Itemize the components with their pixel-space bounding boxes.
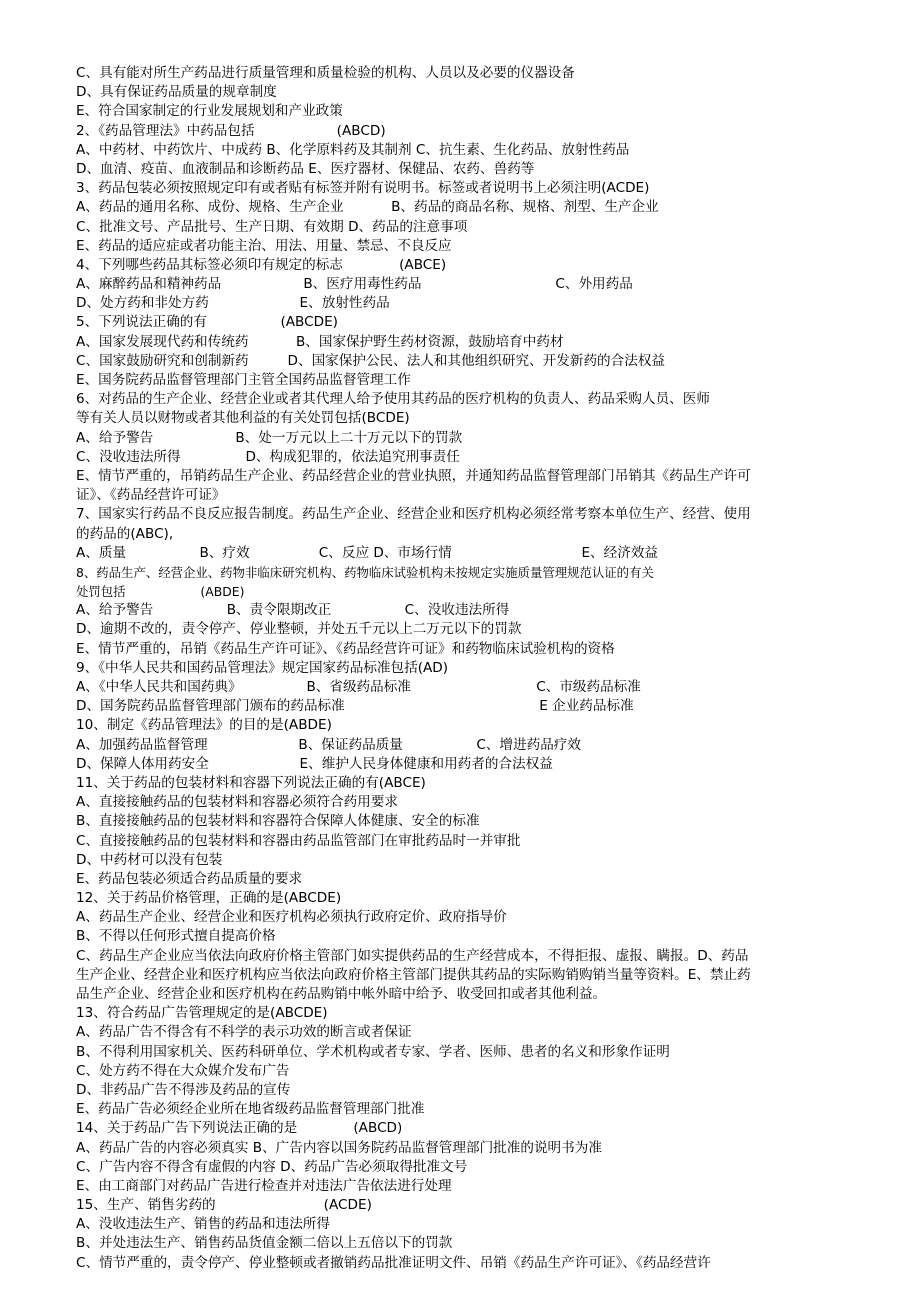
text-line: E、情节严重的，吊销药品生产企业、药品经营企业的营业执照，并通知药品监督管理部门吊销其《药品生产许可 xyxy=(76,467,751,484)
text-line: 7、国家实行药品不良反应报告制度。药品生产企业、经营企业和医疗机构必须经常考察本单位生产、经营、使用 xyxy=(76,506,751,523)
text-line: 6、对药品的生产企业、经营企业或者其代理人给予使用其药品的医疗机构的负责人、药品采购人员、医师 xyxy=(76,391,710,408)
text-line: A、药品的通用名称、成份、规格、生产企业 B、药品的商品名称、规格、剂型、生产企业 xyxy=(76,199,659,216)
text-line: D、中药材可以没有包装 xyxy=(76,851,223,868)
text-line: C、药品生产企业应当依法向政府价格主管部门如实提供药品的生产经营成本，不得拒报、虚报、瞒报。D、药品 xyxy=(76,947,749,964)
text-line: 9、《中华人民共和国药品管理法》规定国家药品标准包括(AD) xyxy=(76,659,449,676)
text-line: A、《中华人民共和国药典》 B、省级药品标准 C、市级药品标准 xyxy=(76,679,641,695)
text-line: 证》、《药品经营许可证》 xyxy=(76,487,226,504)
text-line: C、批准文号、产品批号、生产日期、有效期 D、药品的注意事项 xyxy=(76,218,468,235)
text-line: 生产企业、经营企业和医疗机构应当依法向政府价格主管部门提供其药品的实际购销购销当量等资料。E、禁止药 xyxy=(76,966,751,983)
text-line: 15、生产、销售劣药的 (ACDE) xyxy=(76,1197,372,1214)
text-line: E、情节严重的，吊销《药品生产许可证》、《药品经营许可证》和药物临床试验机构的资格 xyxy=(76,640,615,657)
text-line: C、没收违法所得 D、构成犯罪的，依法追究刑事责任 xyxy=(76,448,460,465)
text-line: 处罚包括 (ABDE) xyxy=(76,584,245,600)
text-line: 的药品的(ABC), xyxy=(76,525,174,542)
text-line: B、不得利用国家机关、医药科研单位、学术机构或者专家、学者、医师、患者的名义和形象作证明 xyxy=(76,1043,670,1060)
text-line: A、加强药品监督管理 B、保证药品质量 C、增进药品疗效 xyxy=(76,736,581,753)
text-line: E、药品广告必须经企业所在地省级药品监督管理部门批准 xyxy=(76,1101,425,1118)
text-line: E、药品包装必须适合药品质量的要求 xyxy=(76,870,303,887)
text-line: 12、关于药品价格管理，正确的是(ABCDE) xyxy=(76,890,342,907)
text-line: E、药品的适应症或者功能主治、用法、用量、禁忌、不良反应 xyxy=(76,237,452,254)
text-line: C、直接接触药品的包装材料和容器由药品监管部门在审批药品时一并审批 xyxy=(76,832,521,849)
text-line: 14、关于药品广告下列说法正确的是 (ABCD) xyxy=(76,1120,403,1137)
text-line: D、保障人体用药安全 E、维护人民身体健康和用药者的合法权益 xyxy=(76,755,553,772)
text-line: D、国务院药品监督管理部门颁布的药品标准 E 企业药品标准 xyxy=(76,698,634,715)
text-line: C、广告内容不得含有虚假的内容 D、药品广告必须取得批准文号 xyxy=(76,1158,468,1175)
text-line: A、药品广告不得含有不科学的表示功效的断言或者保证 xyxy=(76,1024,412,1041)
text-line: A、没收违法生产、销售的药品和违法所得 xyxy=(76,1216,330,1233)
text-line: D、处方药和非处方药 E、放射性药品 xyxy=(76,295,390,312)
text-line: A、麻醉药品和精神药品 B、医疗用毒性药品 C、外用药品 xyxy=(76,276,633,293)
text-line: 2、《药品管理法》中药品包括 (ABCD) xyxy=(76,122,386,139)
text-line: B、不得以任何形式擅自提高价格 xyxy=(76,928,276,945)
text-line: D、逾期不改的，责令停产、停业整顿，并处五千元以上二万元以下的罚款 xyxy=(76,621,522,638)
text-line: B、并处违法生产、销售药品货值金额二倍以上五倍以下的罚款 xyxy=(76,1235,453,1252)
text-line: A、药品广告的内容必须真实 B、广告内容以国务院药品监督管理部门批准的说明书为准 xyxy=(76,1139,602,1156)
text-line: B、直接接触药品的包装材料和容器符合保障人体健康、安全的标准 xyxy=(76,813,480,830)
text-line: A、中药材、中药饮片、中成药 B、化学原料药及其制剂 C、抗生素、生化药品、放射性药品 xyxy=(76,141,630,158)
text-line: D、血清、疫苗、血液制品和诊断药品 E、医疗器材、保健品、农药、兽药等 xyxy=(76,160,535,177)
text-line: D、非药品广告不得涉及药品的宣传 xyxy=(76,1081,291,1098)
text-line: A、给予警告 B、处一万元以上二十万元以下的罚款 xyxy=(76,429,463,446)
text-line: C、国家鼓励研究和创制新药 D、国家保护公民、法人和其他组织研究、开发新药的合法权益 xyxy=(76,352,666,369)
text-line: A、国家发展现代药和传统药 B、国家保护野生药材资源，鼓励培育中药材 xyxy=(76,333,564,350)
text-line: C、具有能对所生产药品进行质量管理和质量检验的机构、人员以及必要的仪器设备 xyxy=(76,65,575,81)
text-line: A、药品生产企业、经营企业和医疗机构必须执行政府定价、政府指导价 xyxy=(76,909,507,926)
text-line: E、国务院药品监督管理部门主管全国药品监督管理工作 xyxy=(76,372,411,388)
text-line: 3、药品包装必须按照规定印有或者贴有标签并附有说明书。标签或者说明书上必须注明(ACDE) xyxy=(76,180,650,197)
text-line: 10、制定《药品管理法》的目的是(ABDE) xyxy=(76,717,332,734)
text-line: C、处方药不得在大众媒介发布广告 xyxy=(76,1062,290,1079)
text-line: C、情节严重的，责令停产、停业整顿或者撤销药品批准证明文件、吊销《药品生产许可证》、《药品经营许 xyxy=(76,1254,711,1271)
text-line: 4、下列哪些药品其标签必须印有规定的标志 (ABCE) xyxy=(76,256,447,273)
text-line: E、符合国家制定的行业发展规划和产业政策 xyxy=(76,103,343,120)
text-line: E、由工商部门对药品广告进行检查并对违法广告依法进行处理 xyxy=(76,1177,452,1194)
text-line: 13、符合药品广告管理规定的是(ABCDE) xyxy=(76,1005,328,1022)
text-line: 8、药品生产、经营企业、药物非临床研究机构、药物临床试验机构未按规定实施质量管理规范认证的有关 xyxy=(76,564,654,580)
text-line: D、具有保证药品质量的规章制度 xyxy=(76,84,277,101)
text-line: 品生产企业、经营企业和医疗机构在药品购销中帐外暗中给予、收受回扣或者其他利益。 xyxy=(76,986,607,1002)
text-line: A、质量 B、疗效 C、反应 D、市场行情 E、经济效益 xyxy=(76,544,659,561)
text-line: 11、关于药品的包装材料和容器下列说法正确的有(ABCE) xyxy=(76,774,426,791)
text-line: 等有关人员以财物或者其他利益的有关处罚包括(BCDE) xyxy=(76,410,410,427)
text-line: A、给予警告 B、责令限期改正 C、没收违法所得 xyxy=(76,602,510,619)
text-line: A、直接接触药品的包装材料和容器必须符合药用要求 xyxy=(76,794,398,811)
text-line: 5、下列说法正确的有 (ABCDE) xyxy=(76,314,338,331)
